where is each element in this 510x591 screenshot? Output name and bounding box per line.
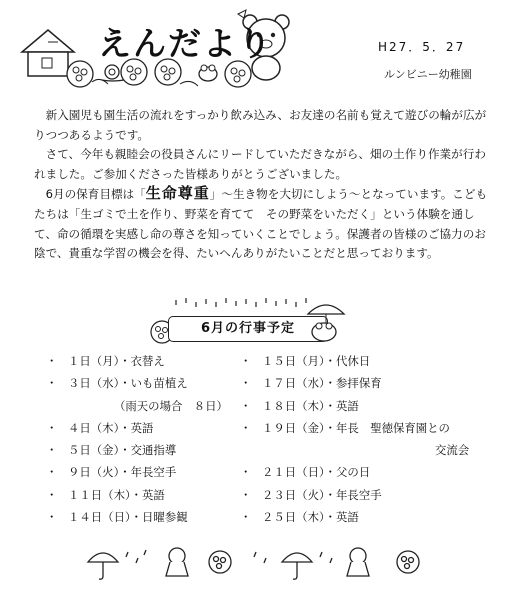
schedule-item: ・ １８日（木）・英語 — [240, 398, 359, 413]
goal-description: 」～生き物を大切にしよう～となっています。こどもたちは「生ゴミで土を作り、野菜を育てて その野菜をいただく」という体験を通して、命の循環を実感し命の尊さを知っていくことでしょう。保護者の皆様のご協力のお陰で、貴重な学習の機会を得、たいへんありがたいことだと思っております。 — [34, 187, 488, 261]
events-heading: 6月の行事予定 — [168, 316, 328, 342]
schedule-item: ・ １９日（金）・年長 聖徳保育園との — [240, 420, 450, 435]
school-name: ルンビニー幼稚園 — [384, 68, 472, 81]
newsletter-body — [34, 106, 490, 264]
schedule-item: ・ ３日（水）・いも苗植え — [46, 376, 188, 391]
schedule-item: ・ ５日（金）・交通指導 — [46, 443, 177, 458]
monthly-goal: 生命尊重 — [145, 184, 210, 203]
schedule-item: ・ ２３日（火）・年長空手 — [240, 487, 382, 502]
paragraph-field-work: さて、今年も親睦会の役員さんにリードしていただきながら、畑の土作り作業が行われました。ご参加くださった皆様ありがとうございました。 — [34, 147, 486, 181]
footer-decoration — [0, 540, 510, 590]
frog-umbrella-icon — [300, 298, 350, 344]
issue-date: H27．5．27 — [378, 40, 466, 54]
schedule-left-column — [46, 350, 256, 528]
schedule-item: ・ １１日（木）・英語 — [46, 487, 165, 502]
paragraph-greeting: 新入園児も園生活の流れをすっかり飲み込み、お友達の名前も覚えて遊びの輪が広がりつつあるようです。 — [34, 108, 487, 142]
newsletter-title: えんだより — [98, 24, 273, 63]
paragraph-monthly-goal — [34, 184, 490, 263]
schedule-item: ・ ９日（火）・年長空手 — [46, 465, 177, 480]
schedule-item: ・ １７日（水）・参拝保育 — [240, 376, 382, 391]
schedule-item: ・ １日（月）・衣替え — [46, 354, 165, 368]
schedule-item: ・ １４日（日）・日曜参観 — [46, 510, 188, 525]
schedule-item-continued: 交流会 — [435, 443, 470, 458]
schedule-item: ・ ２５日（木）・英語 — [240, 510, 359, 525]
schedule-item-note: （雨天の場合 ８日） — [114, 398, 228, 413]
goal-intro: 6月の保育目標は「 — [45, 187, 146, 202]
schedule-right-column — [240, 350, 490, 528]
schedule-item: ・ ４日（木）・英語 — [46, 420, 154, 435]
schedule-item: ・ ２１日（日）・父の日 — [240, 465, 371, 480]
schedule-item: ・ １５日（月）・代休日 — [240, 354, 371, 368]
